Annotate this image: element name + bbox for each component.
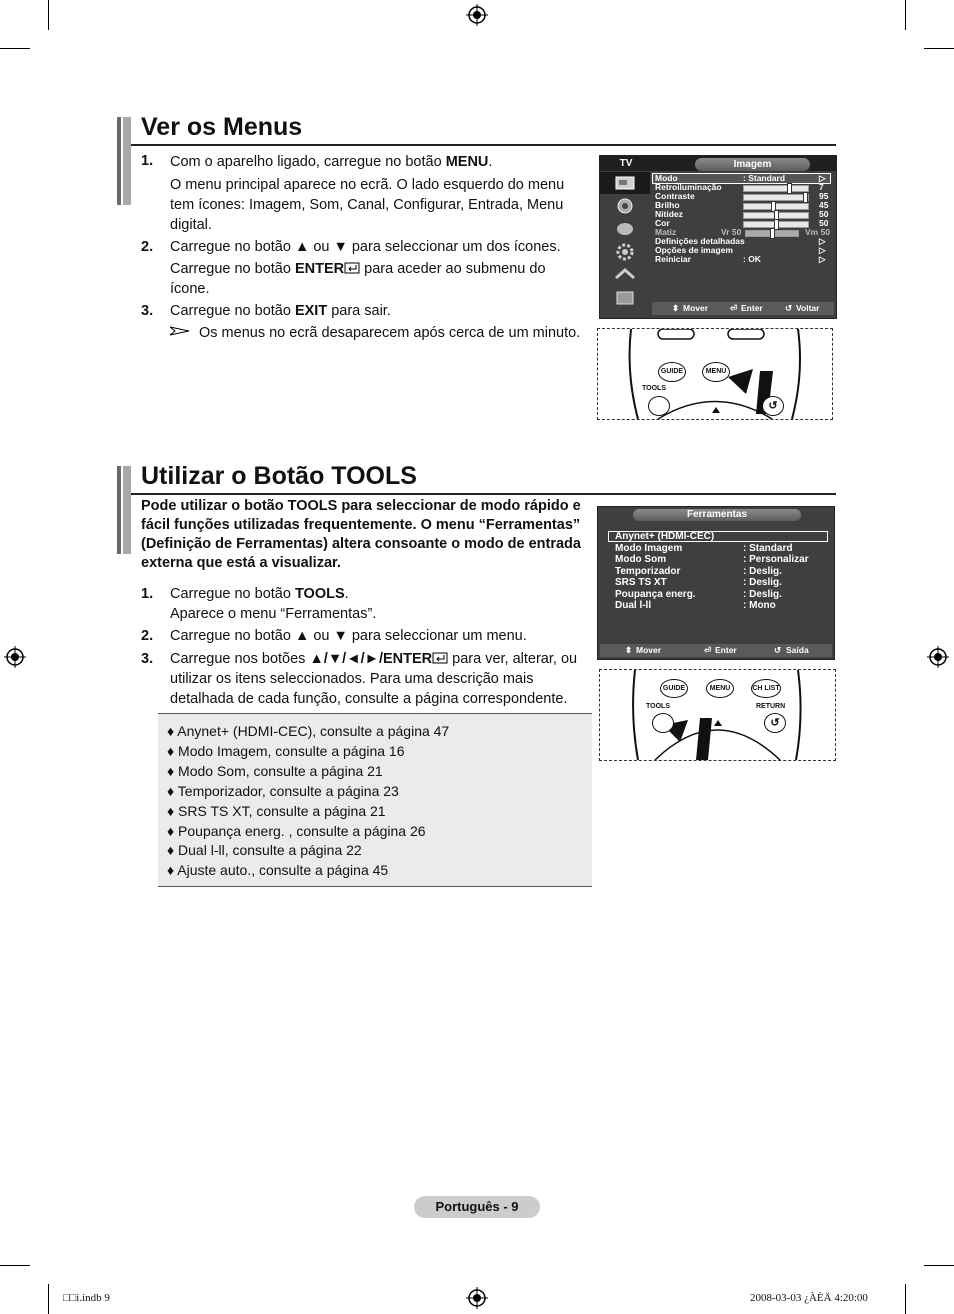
menu-button[interactable]: MENU	[702, 362, 730, 382]
note-arrow-icon	[170, 326, 190, 336]
step-detail: Aparece o menu “Ferramentas”.	[170, 606, 377, 622]
ch-list-button[interactable]: CH LIST	[751, 679, 781, 698]
step-text: Carregue no botão ▲ ou ▼ para seleccionar um dos ícones.	[170, 239, 561, 255]
section-title: Utilizar o Botão TOOLS	[141, 462, 417, 490]
step-number: 2.	[141, 239, 154, 255]
menu-row-label: Anynet+ (HDMI-CEC)	[615, 531, 715, 542]
picture-icon[interactable]	[600, 172, 650, 194]
registration-mark-icon	[466, 4, 488, 26]
step-detail: O menu principal aparece no ecrã. O lado esquerdo do menu tem ícones: Imagem, Som, Canal, Configurar, Entrada, Menu digital.	[170, 177, 565, 233]
section-rule	[131, 493, 836, 495]
crop-mark	[48, 1284, 49, 1314]
registration-mark-icon	[4, 646, 26, 668]
digital-menu-icon[interactable]	[600, 287, 650, 309]
step-text: Carregue no botão EXIT para sair.	[170, 303, 391, 319]
list-item: ♦ Poupança energ. , consulte a página 26	[167, 823, 426, 839]
menu-row-label: Modo	[655, 173, 678, 183]
list-item: ♦ Modo Imagem, consulte a página 16	[167, 743, 405, 759]
step-text: Com o aparelho ligado, carregue no botão MENU.	[170, 154, 493, 170]
arrow-right-icon: ▷	[819, 173, 826, 183]
menu-footer	[600, 644, 832, 657]
remote-control-illustration	[597, 328, 833, 420]
level-knob[interactable]	[770, 228, 775, 239]
level-bar[interactable]	[743, 212, 809, 219]
menu-row-value: 7	[819, 182, 824, 192]
note-text: Os menus no ecrã desaparecem após cerca de um minuto.	[199, 325, 581, 341]
settings-icon[interactable]	[600, 241, 650, 263]
level-bar[interactable]	[745, 230, 799, 237]
level-bar[interactable]	[743, 185, 809, 192]
section-rule	[131, 144, 836, 146]
return-button[interactable]: ↺	[764, 713, 786, 733]
section-bar	[117, 117, 131, 205]
menu-row-label: Opções de imagem	[655, 245, 733, 255]
menu-row-label: Modo Som	[615, 554, 667, 565]
menu-row-value: : Standard	[743, 543, 793, 554]
return-icon: ↺	[785, 303, 793, 313]
guide-button[interactable]: GUIDE	[660, 679, 688, 698]
arrow-right-icon: ▷	[819, 236, 826, 246]
move-icon: ⬍	[625, 645, 633, 655]
tv-label: TV	[619, 158, 633, 169]
menu-row-value: 50	[819, 218, 829, 228]
arrow-right-icon: ▷	[819, 245, 826, 255]
step-number: 3.	[141, 651, 154, 667]
list-item: ♦ SRS TS XT, consulte a página 21	[167, 803, 386, 819]
step-text: Carregue no botão ▲ ou ▼ para seleccionar um menu.	[170, 628, 527, 644]
step-text: Carregue nos botões ▲/▼/◄/►/ENTER para ver, alterar, ou utilizar os itens seleccionados. Para uma descrição mais detalhada de cada função, consulte a página correspondente.	[170, 651, 578, 707]
menu-footer	[652, 302, 834, 315]
menu-row-label: Dual l-ll	[615, 600, 652, 611]
menu-row-label: Definições detalhadas	[655, 236, 745, 246]
menu-row-value: : Deslig.	[743, 589, 782, 600]
step-number: 1.	[141, 586, 154, 602]
arrow-right-icon: ▷	[819, 254, 826, 264]
section-title: Ver os Menus	[141, 113, 303, 141]
list-item: ♦ Temporizador, consulte a página 23	[167, 783, 399, 799]
tools-label: TOOLS	[642, 385, 666, 392]
menu-title: Imagem	[695, 158, 810, 171]
menu-row-label: Retroiluminação	[655, 182, 722, 192]
menu-row-label: Matiz	[655, 227, 677, 237]
move-icon: ⬍	[672, 303, 680, 313]
level-bar[interactable]	[743, 203, 809, 210]
crop-mark	[905, 1284, 906, 1314]
menu-row-value: : Deslig.	[743, 566, 782, 577]
return-label: RETURN	[756, 703, 786, 710]
footer-move: Mover	[636, 645, 662, 655]
reference-list	[158, 713, 592, 887]
menu-row-value: : Standard	[743, 173, 786, 183]
level-knob[interactable]	[803, 192, 808, 203]
menu-button[interactable]: MENU	[706, 679, 734, 698]
menu-row-label: Brilho	[655, 200, 680, 210]
intro-text: Pode utilizar o botão TOOLS para seleccionar de modo rápido e fácil funções utilizadas frequentemente. O menu “Ferramentas” (Definição de Ferramentas) altera consoante o modo de entrada externa que está a visualizar.	[141, 498, 581, 571]
menu-row-value: 50	[819, 209, 829, 219]
crop-mark	[0, 1265, 30, 1266]
footer-enter: Enter	[741, 303, 763, 313]
footer-exit: Saída	[786, 645, 809, 655]
crop-mark	[905, 0, 906, 30]
menu-row-value: 95	[819, 191, 829, 201]
menu-row-value: : OK	[743, 254, 761, 264]
menu-row-label: SRS TS XT	[615, 577, 667, 588]
menu-row-value: 45	[819, 200, 829, 210]
section-bar	[117, 466, 131, 554]
crop-mark	[924, 1265, 954, 1266]
menu-row-value: Vr 50	[721, 227, 742, 237]
tools-button[interactable]	[648, 396, 670, 416]
menu-row-label: Contraste	[655, 191, 695, 201]
list-item: ♦ Ajuste auto., consulte a página 45	[167, 862, 389, 878]
menu-row-label: Temporizador	[615, 566, 681, 577]
enter-icon	[432, 652, 448, 664]
footer-enter: Enter	[715, 645, 737, 655]
tools-button[interactable]	[652, 713, 674, 733]
enter-icon	[344, 262, 360, 274]
menu-row-label: Poupança energ.	[615, 589, 696, 600]
crop-mark	[0, 48, 30, 49]
enter-icon: ⏎	[730, 303, 738, 313]
file-slug: □□i.indb 9	[63, 1292, 110, 1304]
tv-menu-imagem	[599, 155, 837, 319]
return-icon: ↺	[774, 645, 782, 655]
step-number: 2.	[141, 628, 154, 644]
footer-move: Mover	[683, 303, 709, 313]
list-item: ♦ Anynet+ (HDMI-CEC), consulte a página 47	[167, 723, 450, 739]
input-icon[interactable]	[600, 264, 650, 286]
return-button[interactable]: ↺	[762, 396, 784, 416]
menu-row-value: : Mono	[743, 600, 776, 611]
tv-menu-ferramentas	[597, 506, 835, 660]
menu-title: Ferramentas	[633, 509, 801, 521]
menu-row-value: Vm 50	[805, 227, 831, 237]
crop-mark	[924, 48, 954, 49]
date-slug: 2008-03-03 ¿ÀÈÄ 4:20:00	[750, 1292, 868, 1304]
menu-row-label: Modo Imagem	[615, 543, 683, 554]
sound-icon[interactable]	[600, 195, 650, 217]
level-bar[interactable]	[743, 221, 809, 228]
step-number: 3.	[141, 303, 154, 319]
crop-mark	[48, 0, 49, 30]
footer-back: Voltar	[796, 303, 820, 313]
registration-mark-icon	[466, 1287, 488, 1309]
menu-row-label: Nitidez	[655, 209, 683, 219]
tools-label: TOOLS	[646, 703, 670, 710]
page-number: Português - 9	[414, 1196, 540, 1218]
menu-row-label: Reiniciar	[655, 254, 691, 264]
level-knob[interactable]	[787, 183, 792, 194]
list-item: ♦ Dual l-ll, consulte a página 22	[167, 842, 362, 858]
level-bar[interactable]	[743, 194, 809, 201]
menu-row-value: : Personalizar	[743, 554, 809, 565]
channel-icon[interactable]	[600, 218, 650, 240]
step-number: 1.	[141, 153, 154, 169]
menu-row-label: Cor	[655, 218, 670, 228]
registration-mark-icon	[927, 646, 949, 668]
menu-row-value: : Deslig.	[743, 577, 782, 588]
enter-icon: ⏎	[704, 645, 712, 655]
remote-control-illustration	[599, 669, 836, 761]
guide-button[interactable]: GUIDE	[658, 362, 686, 382]
step-detail: Carregue no botão ENTER para aceder ao submenu do ícone.	[170, 261, 546, 297]
step-text: Carregue no botão TOOLS.	[170, 586, 349, 602]
list-item: ♦ Modo Som, consulte a página 21	[167, 763, 383, 779]
